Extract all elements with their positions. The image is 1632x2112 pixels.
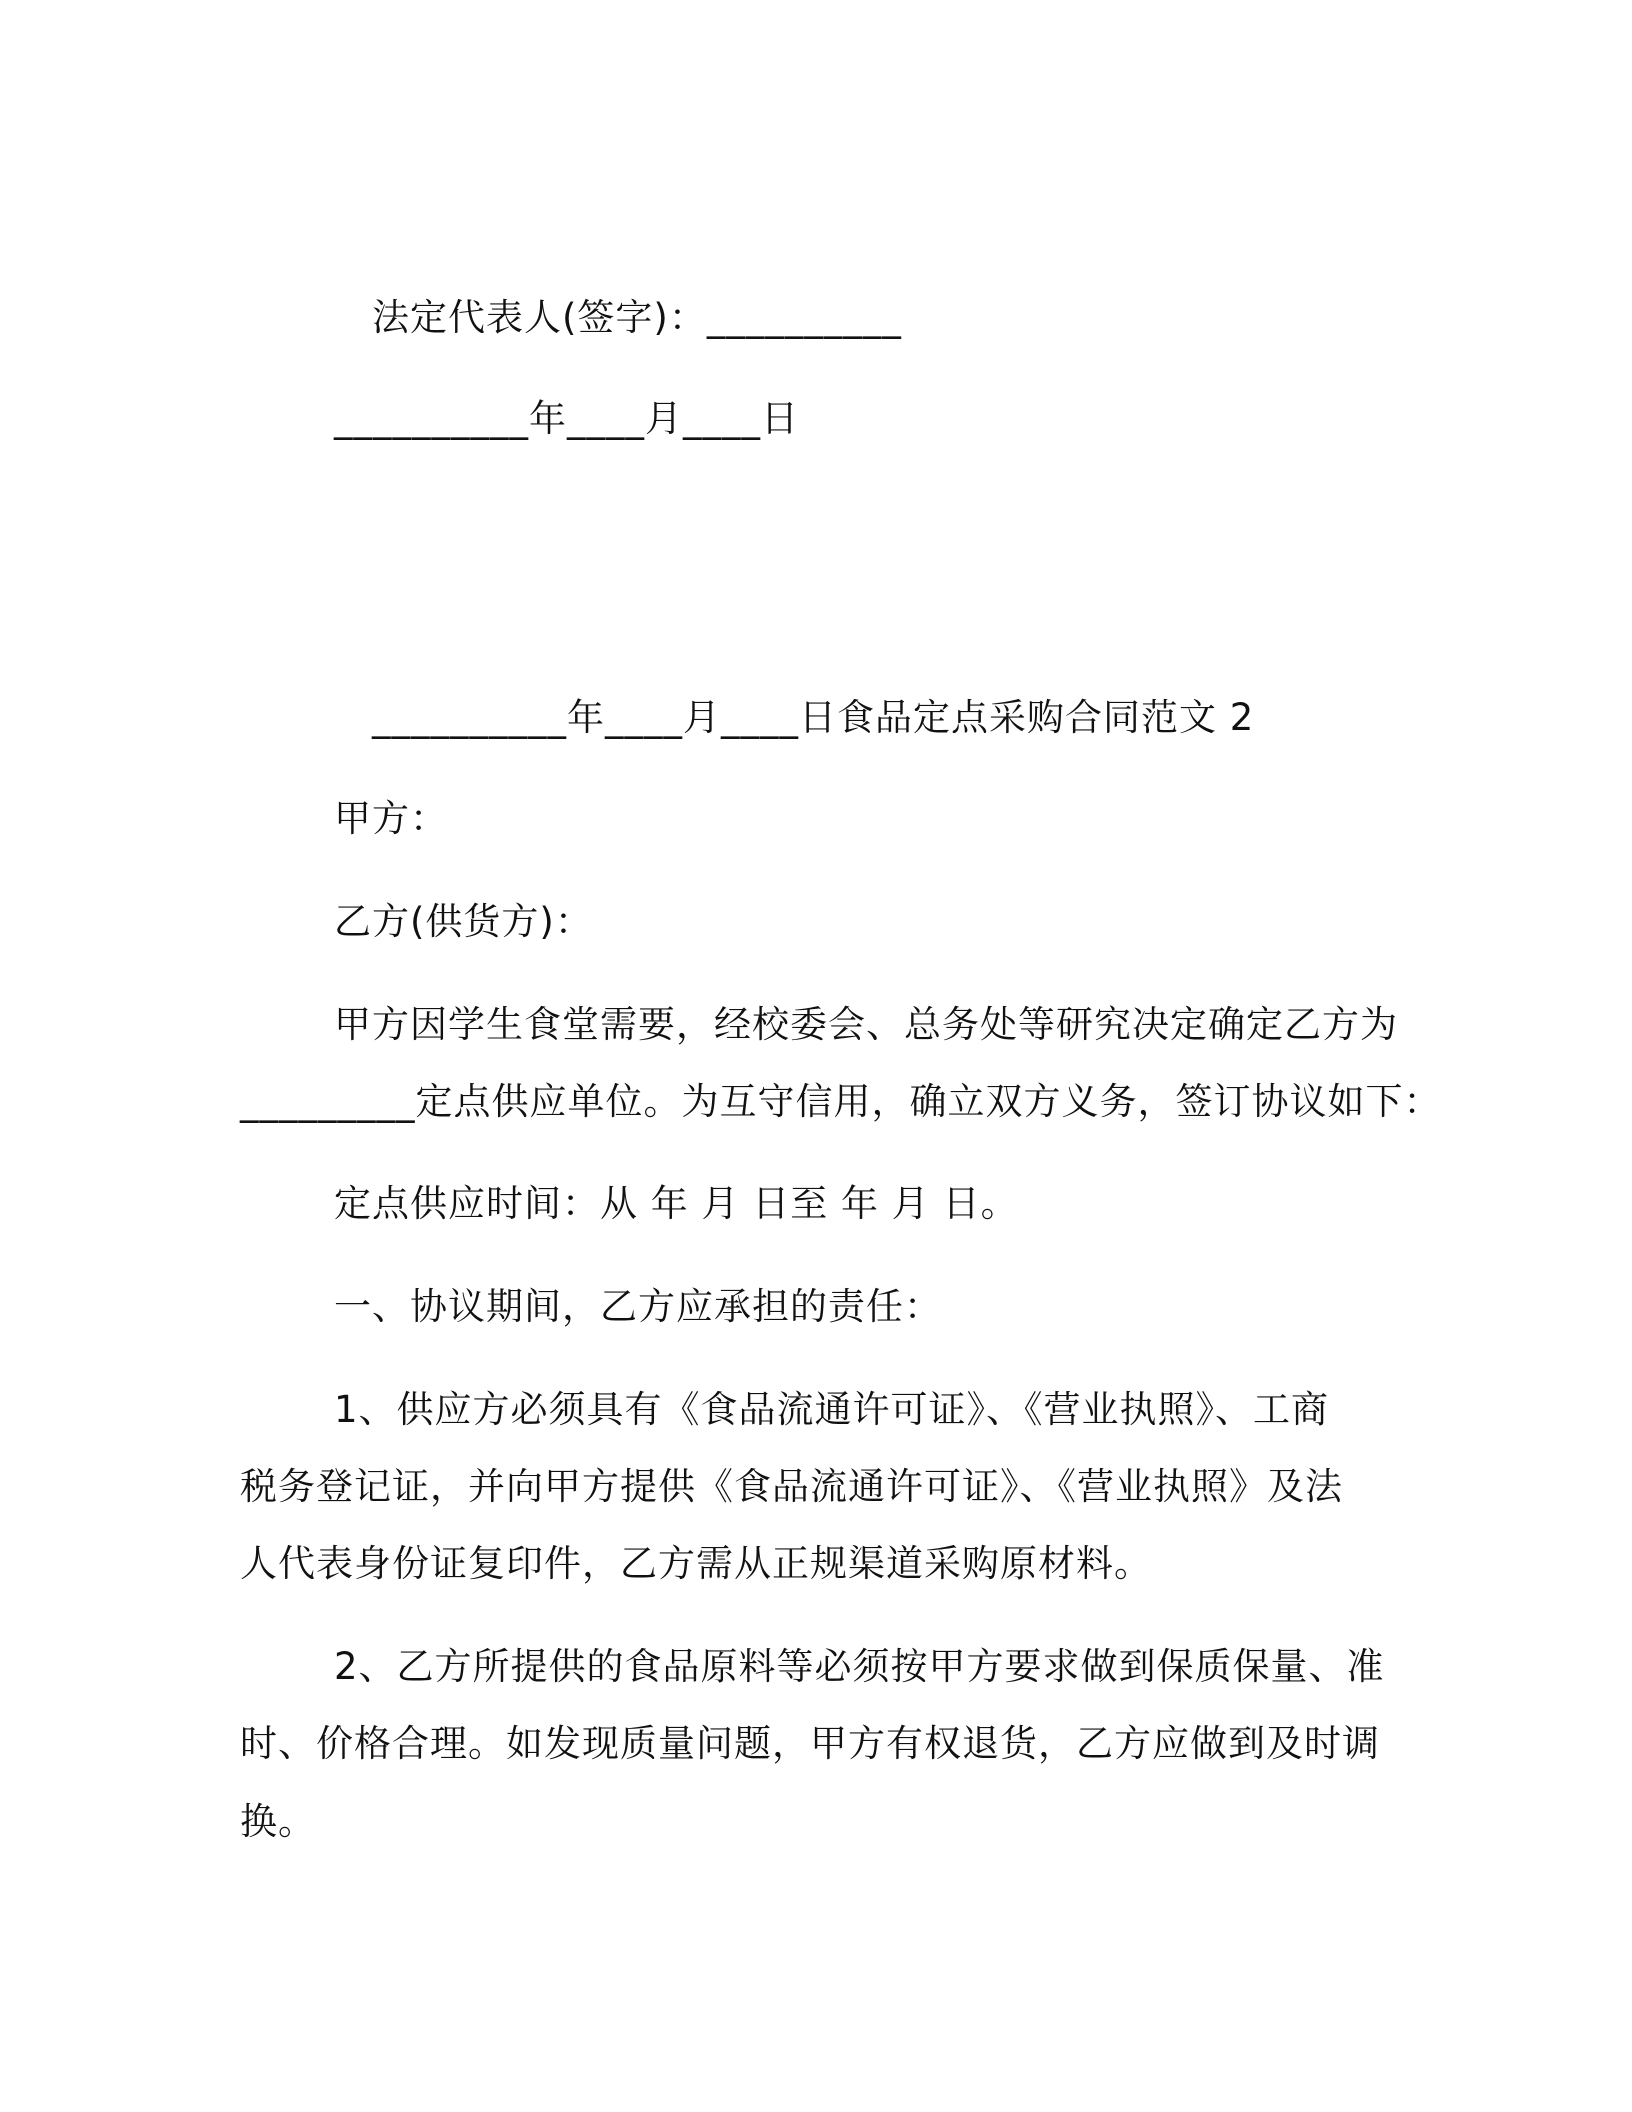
item-2-line-1: 2、乙方所提供的食品原料等必须按甲方要求做到保质保量、准: [334, 1645, 1385, 1688]
party-a-label: 甲方：: [334, 797, 448, 840]
party-b-label: 乙方(供货方)：: [334, 900, 593, 943]
item-2-line-3: 换。: [240, 1800, 316, 1843]
item-1-line-2: 税务登记证，并向甲方提供《食品流通许可证》、《营业执照》及法: [240, 1465, 1343, 1508]
item-2-line-2: 时、价格合理。如发现质量问题，甲方有权退货，乙方应做到及时调: [240, 1722, 1380, 1765]
intro-paragraph-line-2: _________定点供应单位。为互守信用，确立双方义务，签订协议如下：: [240, 1080, 1442, 1123]
date-line: __________年____月____日: [334, 397, 799, 440]
intro-paragraph-line-1: 甲方因学生食堂需要，经校委会、总务处等研究决定确定乙方为: [334, 1003, 1398, 1046]
contract-title: __________年____月____日食品定点采购合同范文 2: [372, 696, 1255, 739]
item-1-line-1: 1、供应方必须具有《食品流通许可证》、《营业执照》、工商: [334, 1388, 1330, 1431]
signature-line: 法定代表人(签字)：__________: [372, 296, 902, 339]
section-1-heading: 一、协议期间，乙方应承担的责任：: [334, 1285, 942, 1328]
item-1-line-3: 人代表身份证复印件，乙方需从正规渠道采购原材料。: [240, 1542, 1152, 1585]
supply-period: 定点供应时间：从 年 月 日至 年 月 日。: [334, 1182, 1019, 1225]
